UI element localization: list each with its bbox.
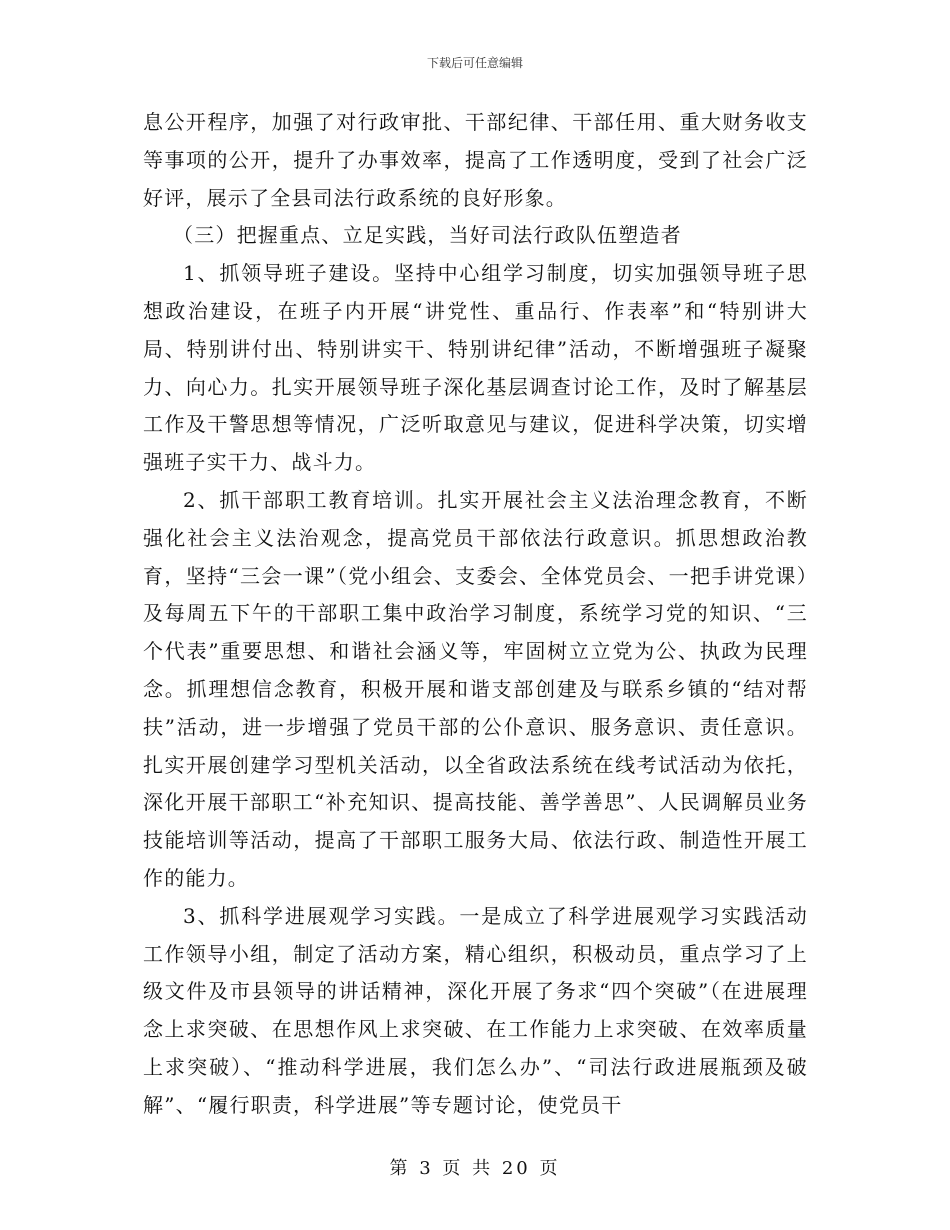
paragraph-training: 2、抓干部职工教育培训。扎实开展社会主义法治理念教育，不断强化社会主义法治观念，提高党员干部依法行政意识。抓思想政治教育，坚持“三会一课”（党小组会、支委会、全体党员会、一把手讲党课）及每周五下午的干部职工集中政治学习制度，系统学习党的知识、“三个代表”重要思想、和谐社会涵义等，牢固树立立党为公、执政为民理念。抓理想信念教育，积极开展和谐支部创建及与联系乡镇的“结对帮扶”活动，进一步增强了党员干部的公仆意识、服务意识、责任意识。扎实开展创建学习型机关活动，以全省政法系统在线考试活动为依托，深化开展干部职工“补充知识、提高技能、善学善思”、人民调解员业务技能培训等活动，提高了干部职工服务大局、依法行政、制造性开展工作的能力。: [143, 487, 808, 890]
document-body: [143, 104, 808, 1125]
page-header: 下载后可任意编辑: [426, 56, 523, 70]
page-number: 第 3 页 共 20 页: [389, 1158, 561, 1179]
paragraph-leadership: 1、抓领导班子建设。坚持中心组学习制度，切实加强领导班子思想政治建设，在班子内开展“讲党性、重品行、作表率”和“特别讲大局、特别讲付出、特别讲实干、特别讲纪律”活动，不断增强班子凝聚力、向心力。扎实开展领导班子深化基层调查讨论工作，及时了解基层工作及干警思想等情况，广泛听取意见与建议，促进科学决策，切实增强班子实干力、战斗力。: [143, 261, 808, 475]
paragraph-science: 3、抓科学进展观学习实践。一是成立了科学进展观学习实践活动工作领导小组，制定了活动方案，精心组织，积极动员，重点学习了上级文件及市县领导的讲话精神，深化开展了务求“四个突破”（在进展理念上求突破、在思想作风上求突破、在工作能力上求突破、在效率质量上求突破）、“推动科学进展，我们怎么办”、“司法行政进展瓶颈及破解”、“履行职责，科学进展”等专题讨论，使党员干: [143, 903, 808, 1117]
paragraph-continuation: 息公开程序，加强了对行政审批、干部纪律、干部任用、重大财务收支等事项的公开，提升了办事效率，提高了工作透明度，受到了社会广泛好评，展示了全县司法行政系统的良好形象。: [143, 110, 808, 210]
section-heading: （三）把握重点、立足实践，当好司法行政队伍塑造者: [173, 223, 682, 248]
